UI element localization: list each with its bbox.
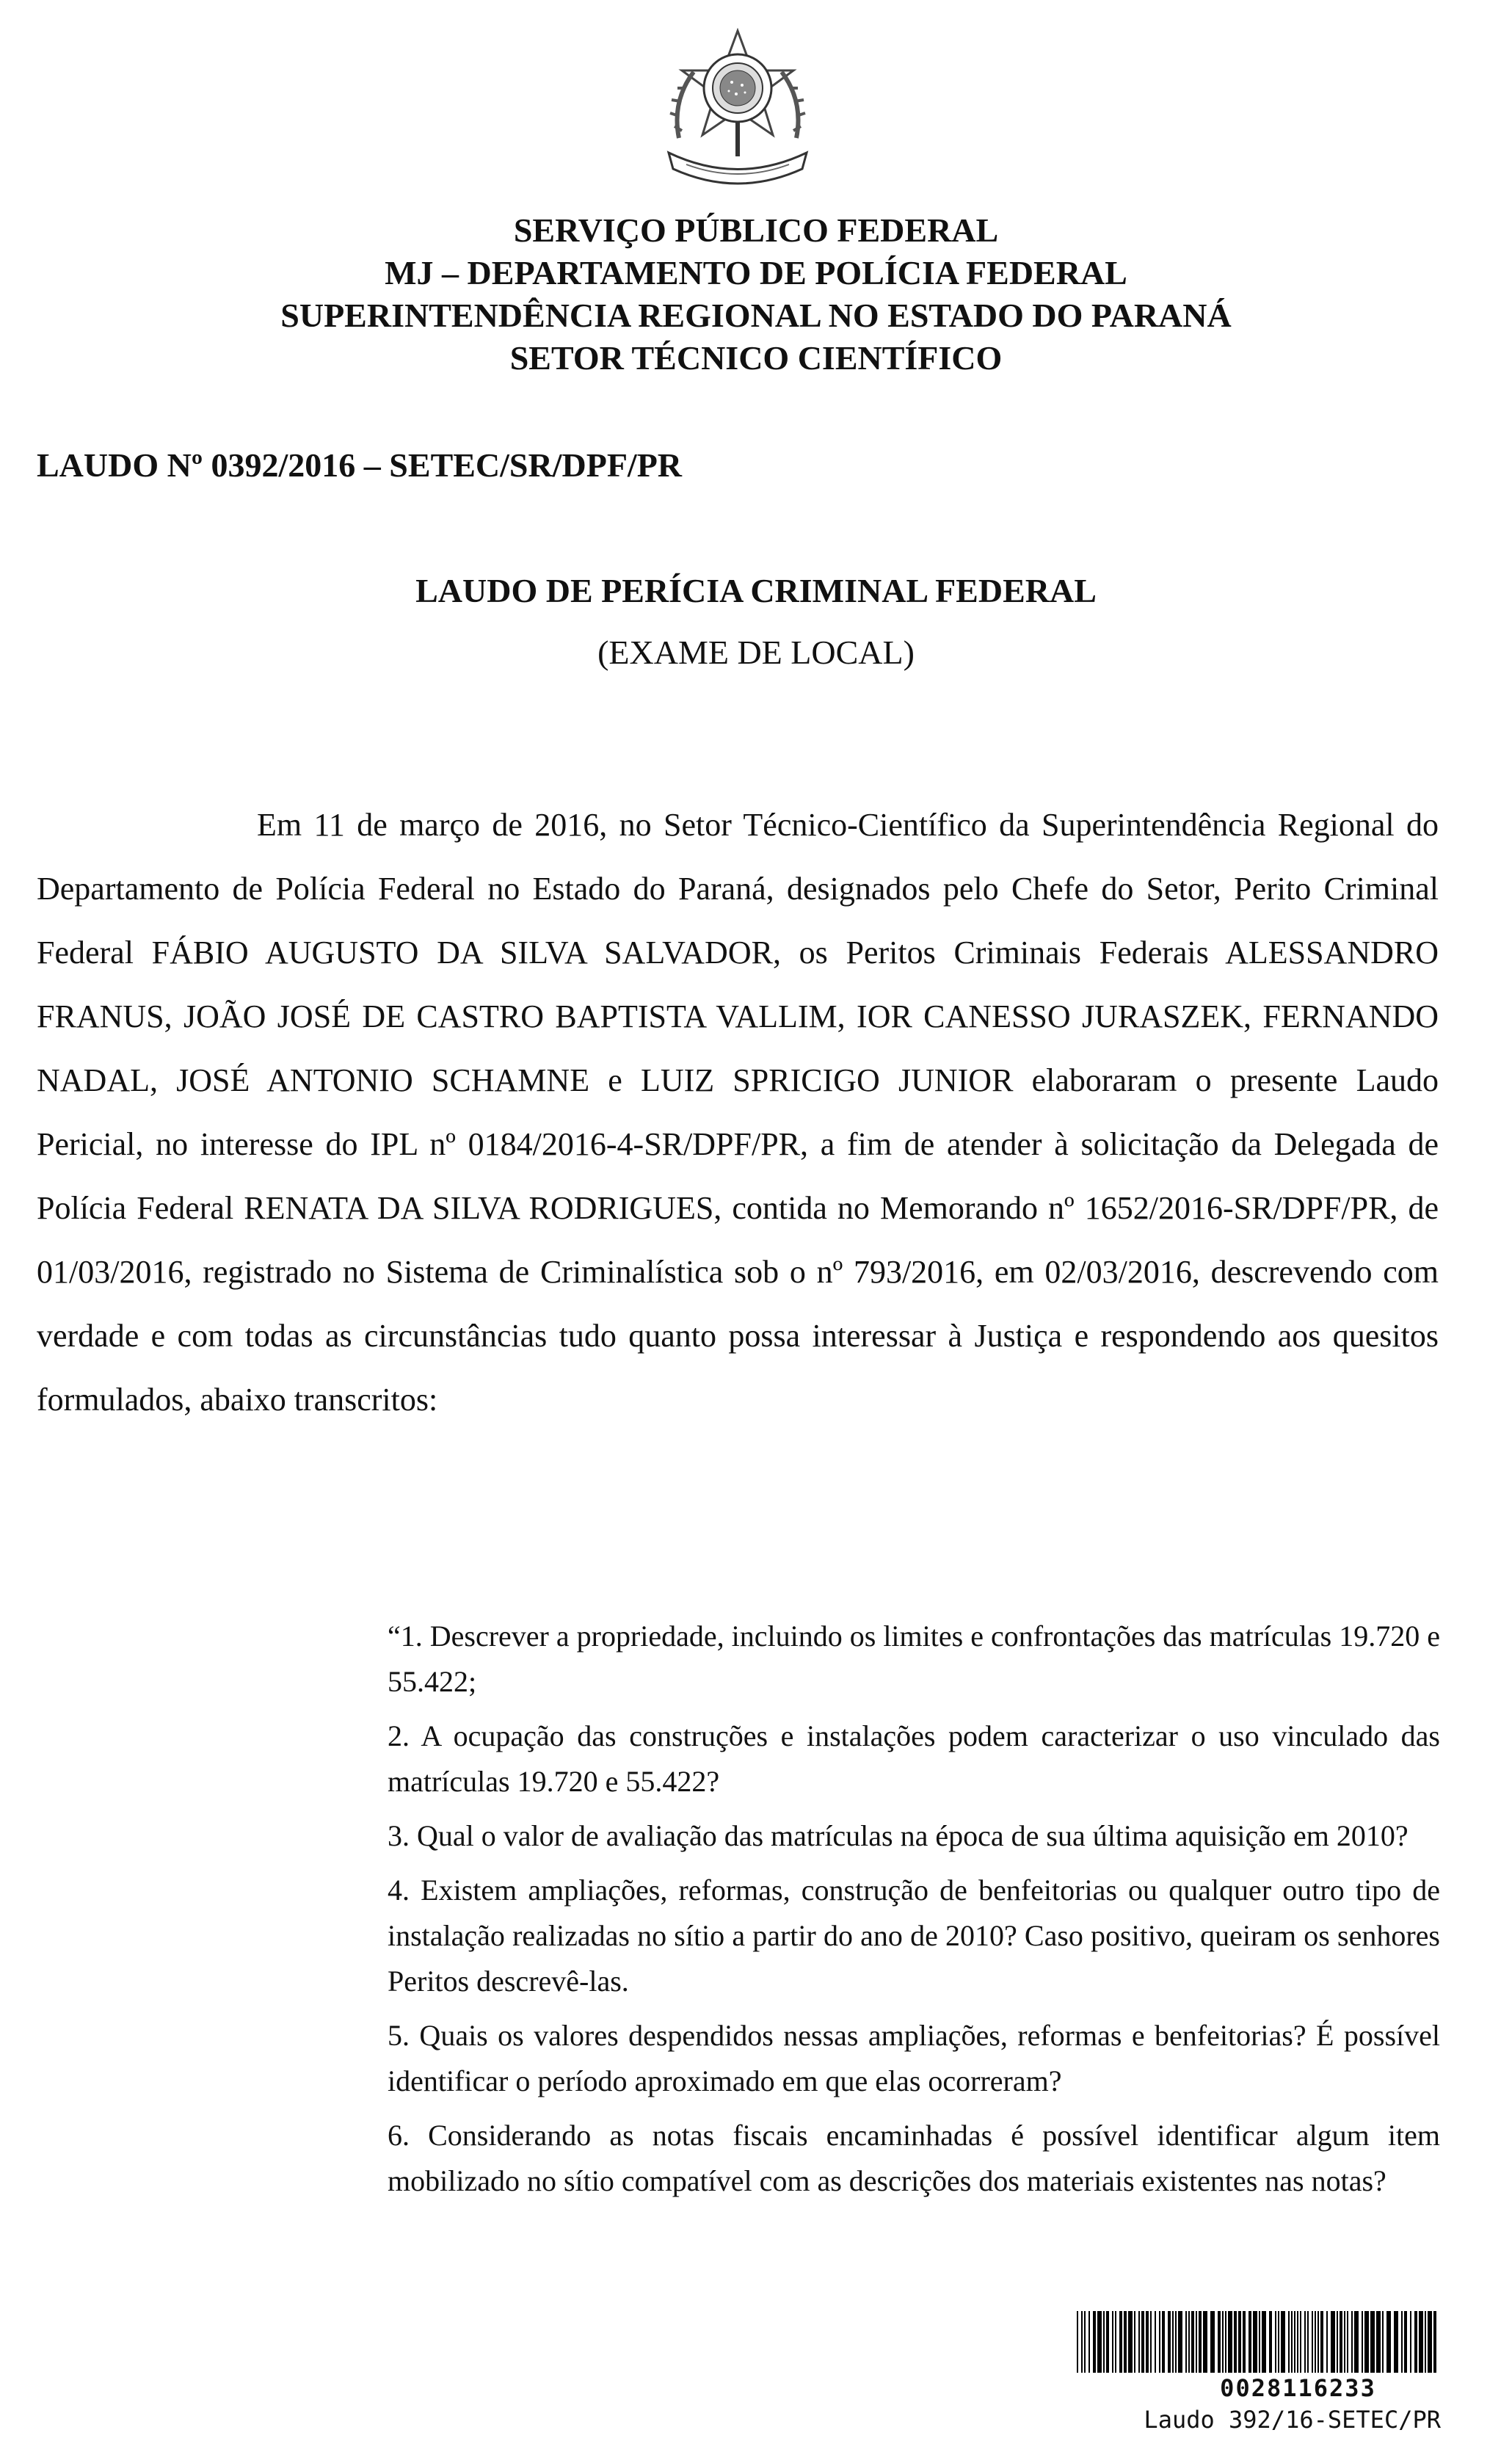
barcode-bar	[1291, 2311, 1293, 2373]
barcode-bar	[1428, 2311, 1432, 2373]
document-subtitle: (EXAME DE LOCAL)	[597, 634, 915, 671]
barcode-bar	[1382, 2311, 1384, 2373]
barcode-bar	[1081, 2311, 1083, 2373]
barcode-bar	[1312, 2311, 1313, 2373]
barcode-bar	[1376, 2311, 1381, 2373]
barcode-bar	[1103, 2311, 1105, 2373]
barcode-bar	[1150, 2311, 1152, 2373]
barcode-bar	[1394, 2311, 1398, 2373]
barcode	[1074, 2311, 1441, 2436]
barcode-bar	[1362, 2311, 1363, 2373]
barcode-bar	[1401, 2311, 1403, 2373]
barcode-bar	[1243, 2311, 1246, 2373]
brazil-coat-of-arms-icon	[650, 28, 826, 197]
barcode-bar	[1172, 2311, 1174, 2373]
barcode-bar	[1185, 2311, 1187, 2373]
barcode-bar	[1159, 2311, 1160, 2373]
barcode-bar	[1425, 2311, 1426, 2373]
barcode-bar	[1364, 2311, 1369, 2373]
barcode-bar	[1275, 2311, 1276, 2373]
barcode-bar	[1088, 2311, 1090, 2373]
barcode-bar	[1419, 2311, 1423, 2373]
barcode-bar	[1146, 2311, 1149, 2373]
barcode-bar	[1162, 2311, 1165, 2373]
barcode-bar	[1238, 2311, 1241, 2373]
barcode-bar	[1077, 2311, 1078, 2373]
quesito-item: “1. Descrever a propriedade, incluindo os limites e confrontações das matrículas 19.720 e 55.422;	[388, 1620, 1440, 1698]
barcode-bar	[1404, 2311, 1407, 2373]
barcode-bar	[1228, 2311, 1232, 2373]
body-paragraph: Em 11 de março de 2016, no Setor Técnico-Científico da Superintendência Regional do Departamento de Polícia Federal no Estado do Paraná, designados pelo Chefe do Setor, Perito Criminal Federal FÁBIO AUGUSTO DA SILVA SALVADOR, os Peritos Criminais Federais ALESSANDRO FRANUS, JOÃO JOSÉ DE CASTRO BAPTISTA VALLIM, IOR CANESSO JURASZEK, FERNANDO NADAL, JOSÉ ANTONIO SCHAMNE e LUIZ SPRICIGO JUNIOR elaboraram o presente Laudo Pericial, no interesse do IPL nº 0184/2016-4-SR/DPF/PR, a fim de atender à solicitação da Delegada de Polícia Federal RENATA DA SILVA RODRIGUES, contida no Memorando nº 1652/2016-SR/DPF/PR, de 01/03/2016, registrado no Sistema de Criminalística sob o nº 793/2016, em 02/03/2016, descrevendo com verdade e com todas as circunstâncias tudo quanto possa interessar à Justiça e respondendo aos quesitos formulados, abaixo transcritos:	[37, 807, 1439, 1418]
barcode-bar	[1093, 2311, 1096, 2373]
barcode-bar	[1155, 2311, 1156, 2373]
barcode-bar	[1188, 2311, 1190, 2373]
barcode-bar	[1084, 2311, 1086, 2373]
header-line-superintendence: SUPERINTENDÊNCIA REGIONAL NO ESTADO DO PARANÁ	[280, 297, 1232, 334]
barcode-bar	[1288, 2311, 1290, 2373]
barcode-bar	[1300, 2311, 1301, 2373]
barcode-bars	[1074, 2311, 1441, 2373]
barcode-bar	[1175, 2311, 1177, 2373]
barcode-bar	[1326, 2311, 1328, 2373]
header-line-department: MJ – DEPARTAMENTO DE POLÍCIA FEDERAL	[385, 254, 1127, 291]
barcode-bar	[1269, 2311, 1272, 2373]
barcode-bar	[1294, 2311, 1295, 2373]
barcode-bar	[1128, 2311, 1133, 2373]
barcode-bar	[1199, 2311, 1202, 2373]
barcode-bar	[1262, 2311, 1266, 2373]
barcode-bar	[1347, 2311, 1348, 2373]
barcode-bar	[1315, 2311, 1316, 2373]
barcode-bar	[1191, 2311, 1194, 2373]
barcode-bar	[1225, 2311, 1226, 2373]
barcode-bar	[1433, 2311, 1436, 2373]
barcode-number: 0028116233	[1160, 2374, 1436, 2402]
quesito-item: 6. Considerando as notas fiscais encaminhadas é possível identificar algum item mobilizado no sítio compatível com as descrições dos materiais existentes nas notas?	[388, 2119, 1440, 2197]
barcode-bar	[1249, 2311, 1251, 2373]
quesito-item: 3. Qual o valor de avaliação das matrículas na época de sua última aquisição em 2010?	[388, 1819, 1409, 1852]
barcode-bar	[1119, 2311, 1122, 2373]
barcode-bar	[1307, 2311, 1309, 2373]
barcode-bar	[1178, 2311, 1182, 2373]
barcode-bar	[1210, 2311, 1215, 2373]
barcode-bar	[1281, 2311, 1285, 2373]
barcode-caption: Laudo 392/16-SETEC/PR	[1144, 2406, 1441, 2434]
header-line-sector: SETOR TÉCNICO CIENTÍFICO	[509, 339, 1003, 377]
barcode-bar	[1278, 2311, 1279, 2373]
barcode-bar	[1222, 2311, 1224, 2373]
barcode-bar	[1097, 2311, 1102, 2373]
barcode-bar	[1253, 2311, 1257, 2373]
barcode-bar	[1340, 2311, 1342, 2373]
laudo-number: LAUDO Nº 0392/2016 – SETEC/SR/DPF/PR	[37, 446, 683, 484]
quesito-item: 2. A ocupação das construções e instalações podem caracterizar o uso vinculado das matrículas 19.720 e 55.422?	[388, 1719, 1440, 1798]
header-line-service: SERVIÇO PÚBLICO FEDERAL	[513, 211, 999, 249]
barcode-bar	[1297, 2311, 1298, 2373]
barcode-bar	[1370, 2311, 1375, 2373]
barcode-bar	[1141, 2311, 1144, 2373]
quesito-item: 4. Existem ampliações, reformas, construção de benfeitorias ou qualquer outro tipo de instalação realizadas no sítio a partir do ano de 2010? Caso positivo, queiram os senhores Peritos descrevê-las.	[388, 1874, 1440, 1998]
barcode-bar	[1138, 2311, 1140, 2373]
barcode-bar	[1320, 2311, 1323, 2373]
barcode-bar	[1331, 2311, 1335, 2373]
quesito-item: 5. Quais os valores despendidos nessas ampliações, reformas e benfeitorias? É possível identificar o período aproximado em que elas ocorreram?	[388, 2019, 1440, 2097]
document-title: LAUDO DE PERÍCIA CRIMINAL FEDERAL	[415, 572, 1097, 609]
barcode-bar	[1337, 2311, 1338, 2373]
barcode-bar	[1414, 2311, 1417, 2373]
barcode-bar	[1106, 2311, 1109, 2373]
barcode-bar	[1112, 2311, 1113, 2373]
barcode-bar	[1304, 2311, 1306, 2373]
barcode-bar	[1134, 2311, 1135, 2373]
barcode-bar	[1317, 2311, 1319, 2373]
barcode-bar	[1196, 2311, 1197, 2373]
barcode-bar	[1218, 2311, 1221, 2373]
barcode-bar	[1115, 2311, 1116, 2373]
barcode-bar	[1124, 2311, 1127, 2373]
quesitos-list	[388, 1614, 1440, 2213]
barcode-bar	[1351, 2311, 1353, 2373]
barcode-bar	[1168, 2311, 1171, 2373]
barcode-bar	[1386, 2311, 1391, 2373]
barcode-bar	[1259, 2311, 1260, 2373]
barcode-bar	[1344, 2311, 1345, 2373]
barcode-bar	[1410, 2311, 1411, 2373]
barcode-bar	[1354, 2311, 1359, 2373]
barcode-bar	[1234, 2311, 1237, 2373]
barcode-bar	[1203, 2311, 1207, 2373]
